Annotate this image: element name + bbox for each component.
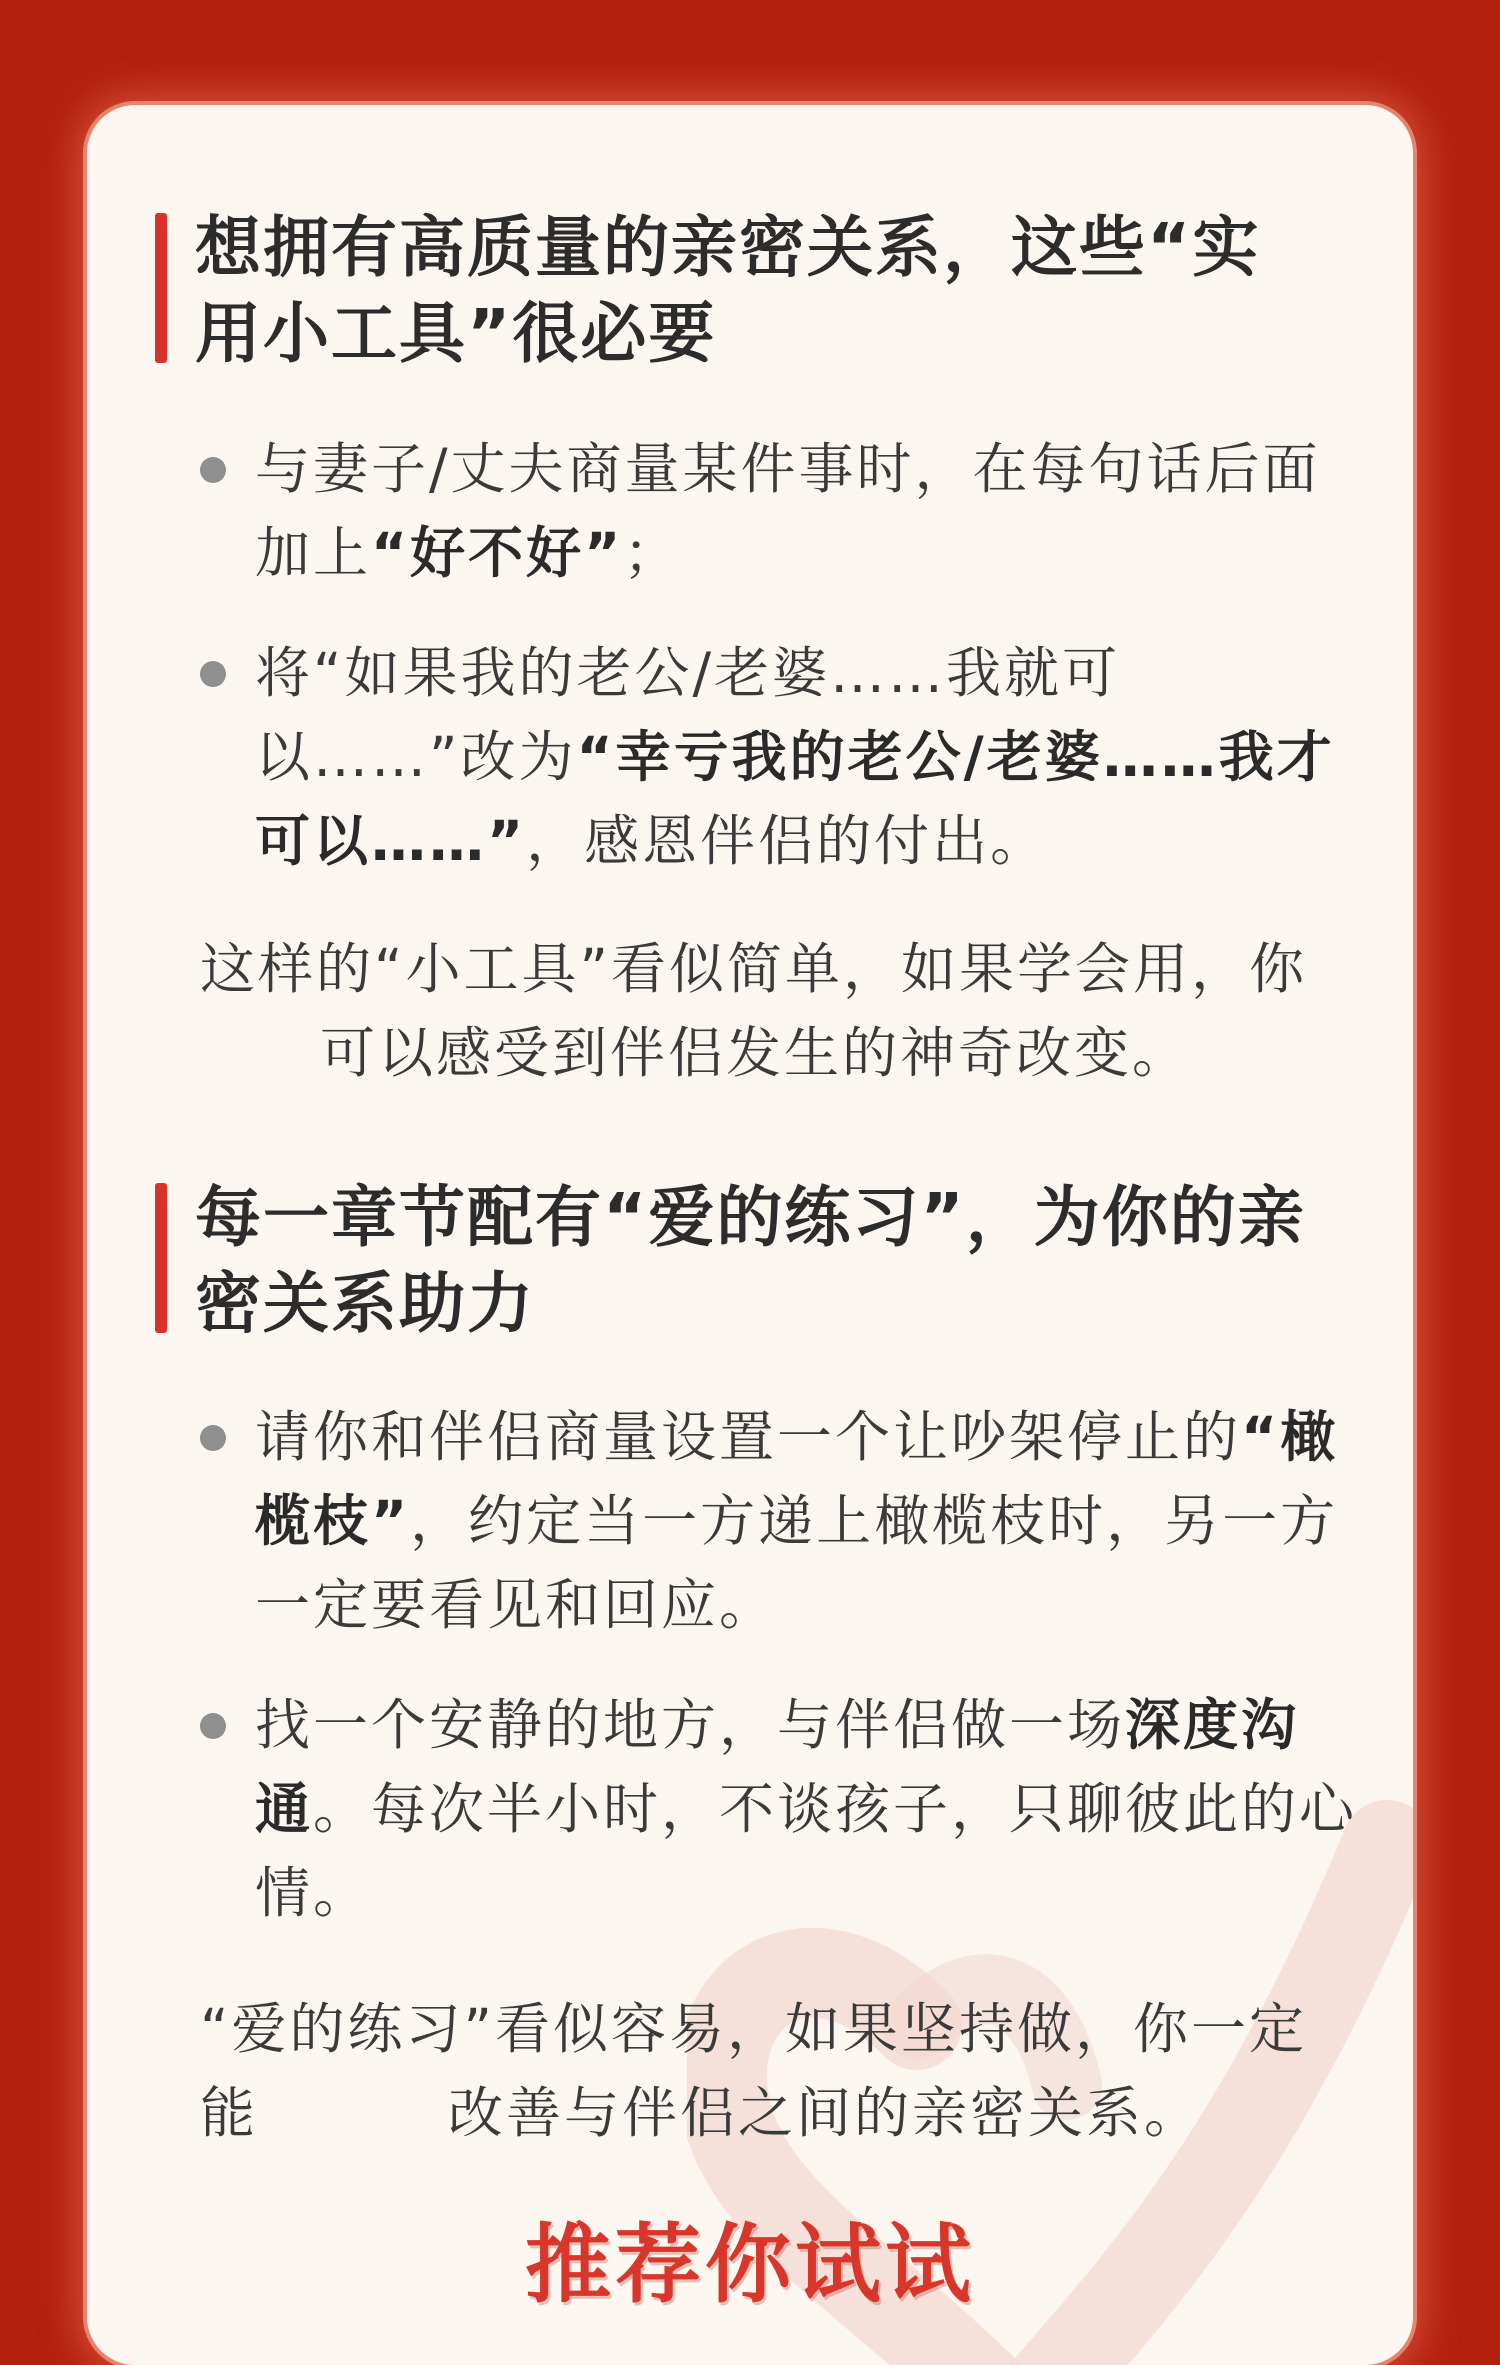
section2-para-line1: “爱的练习”看似容易，如果坚持做，你一定: [200, 1997, 1307, 2061]
section1-heading: [195, 205, 1375, 377]
section1-heading-line1: 想拥有高质量的亲密关系，这些“实: [195, 209, 1261, 286]
content-card: [87, 105, 1413, 2365]
section1-bullet-1: [200, 427, 1370, 595]
section2-para-line2: 能 改善与伴侣之间的亲密关系。: [200, 2081, 1203, 2145]
bullet-dot-icon: [200, 457, 226, 483]
bullet-text: 找一个安静的地方，与伴侣做一场深度沟通。每次半小时，不谈孩子，只聊彼此的心情。: [255, 1693, 1358, 1925]
bullet-dot-icon: [200, 1425, 226, 1451]
section1-paragraph: [200, 927, 1380, 1095]
section2-heading-bar: [155, 1183, 167, 1333]
bullet-dot-icon: [200, 661, 226, 687]
section1-para-line2: 可以感受到伴侣发生的神奇改变。: [320, 1021, 1191, 1085]
bullet-text: 将“如果我的老公/老婆……我就可以……”改为“幸亏我的老公/老婆……我才可以……”，感恩伴侣的付出。: [255, 641, 1335, 873]
bullet-text: 与妻子/丈夫商量某件事时，在每句话后面加上“好不好”；: [255, 437, 1321, 585]
section1-para-line1: 这样的“小工具”看似简单，如果学会用，你: [200, 937, 1307, 1001]
section2-bullet-1: [200, 1395, 1370, 1647]
section1-heading-bar: [155, 213, 167, 363]
section2-paragraph: [200, 1987, 1380, 2155]
section2-heading-line2: 密关系助力: [195, 1265, 535, 1342]
recommend-title: 推荐你试试: [525, 2215, 975, 2315]
bullet-text: 请你和伴侣商量设置一个让吵架停止的“橄榄枝”，约定当一方递上橄榄枝时，另一方一定要看见和回应。: [255, 1405, 1339, 1637]
section2-heading-line1: 每一章节配有“爱的练习”，为你的亲: [195, 1179, 1306, 1256]
section1-heading-line2: 用小工具”很必要: [195, 295, 717, 372]
bullet-dot-icon: [200, 1713, 226, 1739]
section1-bullet-2: [200, 631, 1370, 883]
section2-heading: [195, 1175, 1375, 1347]
section2-bullet-2: [200, 1683, 1370, 1935]
